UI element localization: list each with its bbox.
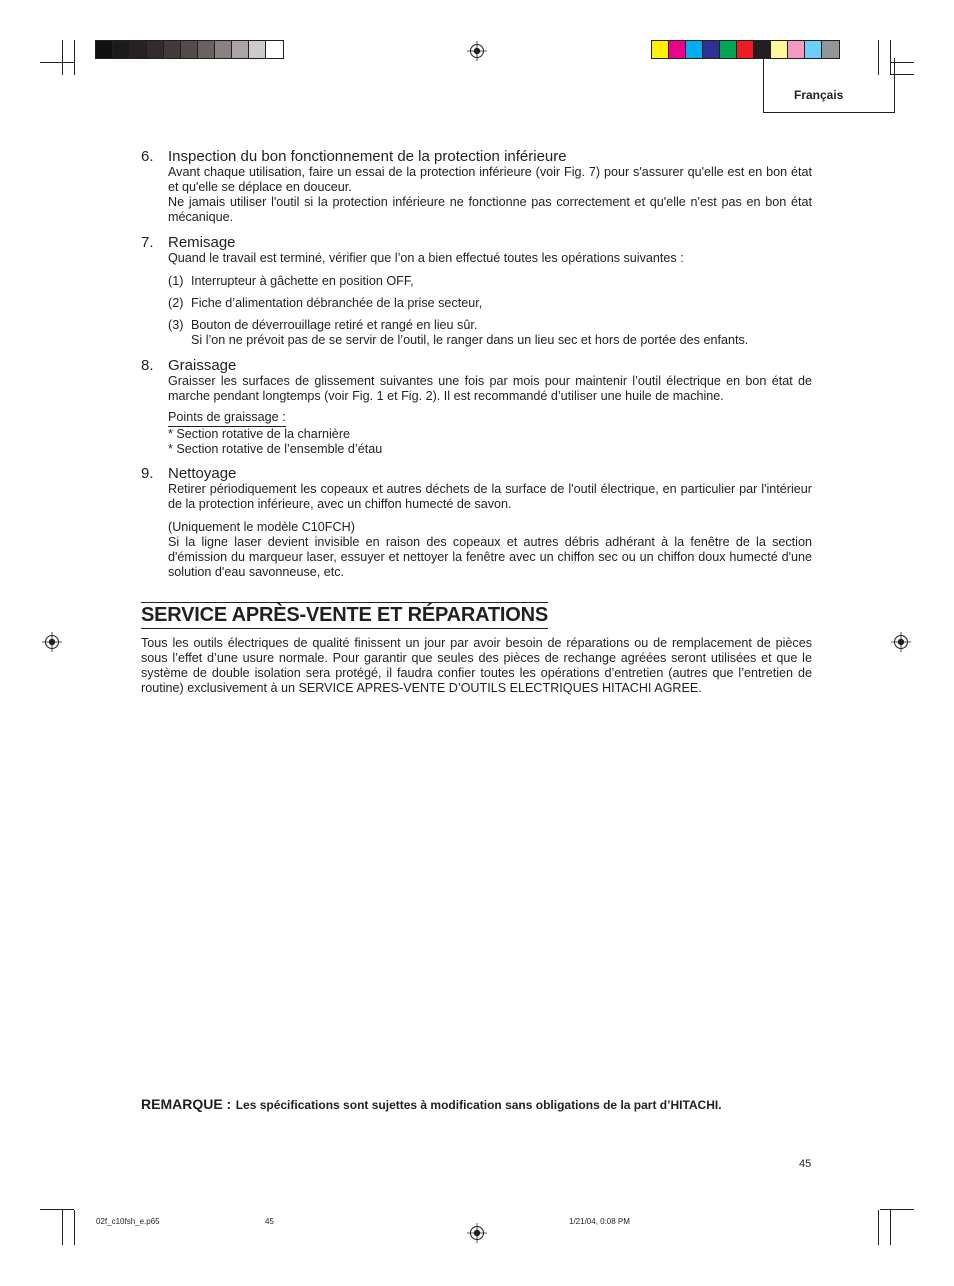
color-swatch bbox=[805, 41, 822, 58]
color-swatch bbox=[266, 41, 283, 58]
section-title: Inspection du bon fonctionnement de la protection inférieure bbox=[168, 148, 567, 165]
section-title: Remisage bbox=[168, 234, 236, 251]
color-swatch bbox=[130, 41, 147, 58]
section-heading: 7. Remisage bbox=[141, 234, 236, 251]
paragraph: Avant chaque utilisation, faire un essai de la protection inférieure (voir Fig. 7) pour s'assurer qu'elle est en bon état et qu'elle se déplace en douceur. bbox=[168, 165, 812, 194]
color-swatch bbox=[96, 41, 113, 58]
color-swatch bbox=[232, 41, 249, 58]
section-title: Nettoyage bbox=[168, 465, 237, 482]
list-item: * Section rotative de l’ensemble d’étau bbox=[168, 442, 383, 456]
remark-text: Les spécifications sont sujettes à modification sans obligations de la part d’HITACHI. bbox=[235, 1098, 722, 1112]
list-item: (1) Interrupteur à gâchette en position OFF, bbox=[168, 274, 414, 288]
color-swatch bbox=[788, 41, 805, 58]
section-heading: 9. Nettoyage bbox=[141, 465, 237, 482]
process-color-bar bbox=[651, 40, 840, 59]
registration-target-icon bbox=[891, 632, 911, 652]
gray-color-bar bbox=[95, 40, 284, 59]
footer-page: 45 bbox=[265, 1217, 274, 1226]
section-heading: 8. Graissage bbox=[141, 357, 237, 374]
language-label: Français bbox=[794, 88, 844, 102]
section-title: Graissage bbox=[168, 357, 237, 374]
page-title: SERVICE APRÈS-VENTE ET RÉPARATIONS bbox=[141, 602, 548, 629]
paragraph: Retirer périodiquement les copeaux et autres déchets de la surface de l'outil électrique, en particulier par l'intérieur de la protection inférieure, avec un chiffon humecté de savon. bbox=[168, 482, 812, 511]
color-swatch bbox=[113, 41, 130, 58]
paragraph: Quand le travail est terminé, vérifier que l’on a bien effectué toutes les opérations suivantes : bbox=[168, 251, 684, 265]
color-swatch bbox=[822, 41, 839, 58]
color-swatch bbox=[754, 41, 771, 58]
model-note: (Uniquement le modèle C10FCH) bbox=[168, 520, 355, 534]
registration-target-icon bbox=[467, 41, 487, 61]
registration-target-icon bbox=[467, 1223, 487, 1243]
color-swatch bbox=[215, 41, 232, 58]
paragraph: Ne jamais utiliser l'outil si la protection inférieure ne fonctionne pas correctement et qu'elle n'est pas en bon état mécanique. bbox=[168, 195, 812, 224]
registration-target-icon bbox=[42, 632, 62, 652]
remark-label: REMARQUE : bbox=[141, 1096, 232, 1112]
footer-file: 02f_c10fsh_e.p65 bbox=[96, 1217, 160, 1226]
list-item: (3) Bouton de déverrouillage retiré et rangé en lieu sûr. bbox=[168, 318, 478, 332]
color-swatch bbox=[198, 41, 215, 58]
paragraph: Si l’on ne prévoit pas de se servir de l’outil, le ranger dans un lieu sec et hors de portée des enfants. bbox=[191, 333, 749, 347]
list-item: * Section rotative de la charnière bbox=[168, 427, 351, 441]
color-swatch bbox=[669, 41, 686, 58]
section-heading: 6. Inspection du bon fonctionnement de la protection inférieure bbox=[141, 148, 567, 165]
lubrication-points-label: Points de graissage : bbox=[168, 410, 286, 427]
remark-note bbox=[141, 1096, 722, 1114]
language-tab bbox=[763, 58, 895, 113]
page-number: 45 bbox=[799, 1158, 812, 1170]
color-swatch bbox=[737, 41, 754, 58]
paragraph: Tous les outils électriques de qualité finissent un jour par avoir besoin de réparations ou de remplacement de pièces sous l’effet d’une usure normale. Pour garantir que seules des pièces de rechange agréées seront utilisées et que le système de double isolation sera protégé, il faudra confier toutes les opérations d’entretien (autres que l’entretien de routine) exclusivement à un SERVICE APRES-VENTE D’OUTILS ELECTRIQUES HITACHI AGREE. bbox=[141, 636, 812, 695]
color-swatch bbox=[249, 41, 266, 58]
color-swatch bbox=[181, 41, 198, 58]
color-swatch bbox=[147, 41, 164, 58]
color-swatch bbox=[703, 41, 720, 58]
color-swatch bbox=[652, 41, 669, 58]
footer-date: 1/21/04, 0:08 PM bbox=[569, 1217, 630, 1226]
color-swatch bbox=[686, 41, 703, 58]
color-swatch bbox=[771, 41, 788, 58]
color-swatch bbox=[164, 41, 181, 58]
main-content bbox=[141, 148, 812, 696]
paragraph: Graisser les surfaces de glissement suivantes une fois par mois pour maintenir l’outil électrique en bon état de marche pendant longtemps (voir Fig. 1 et Fig. 2). Il est recommandé d’utiliser une huile de machine. bbox=[168, 374, 812, 403]
paragraph: Si la ligne laser devient invisible en raison des copeaux et autres débris adhérant à la fenêtre de la section d'émission du marqueur laser, essuyer et nettoyer la fenêtre avec un chiffon sec ou un chiffon doux humecté d'une solution d'eau savonneuse, etc. bbox=[168, 535, 812, 579]
color-swatch bbox=[720, 41, 737, 58]
list-item: (2) Fiche d’alimentation débranchée de la prise secteur, bbox=[168, 296, 483, 310]
